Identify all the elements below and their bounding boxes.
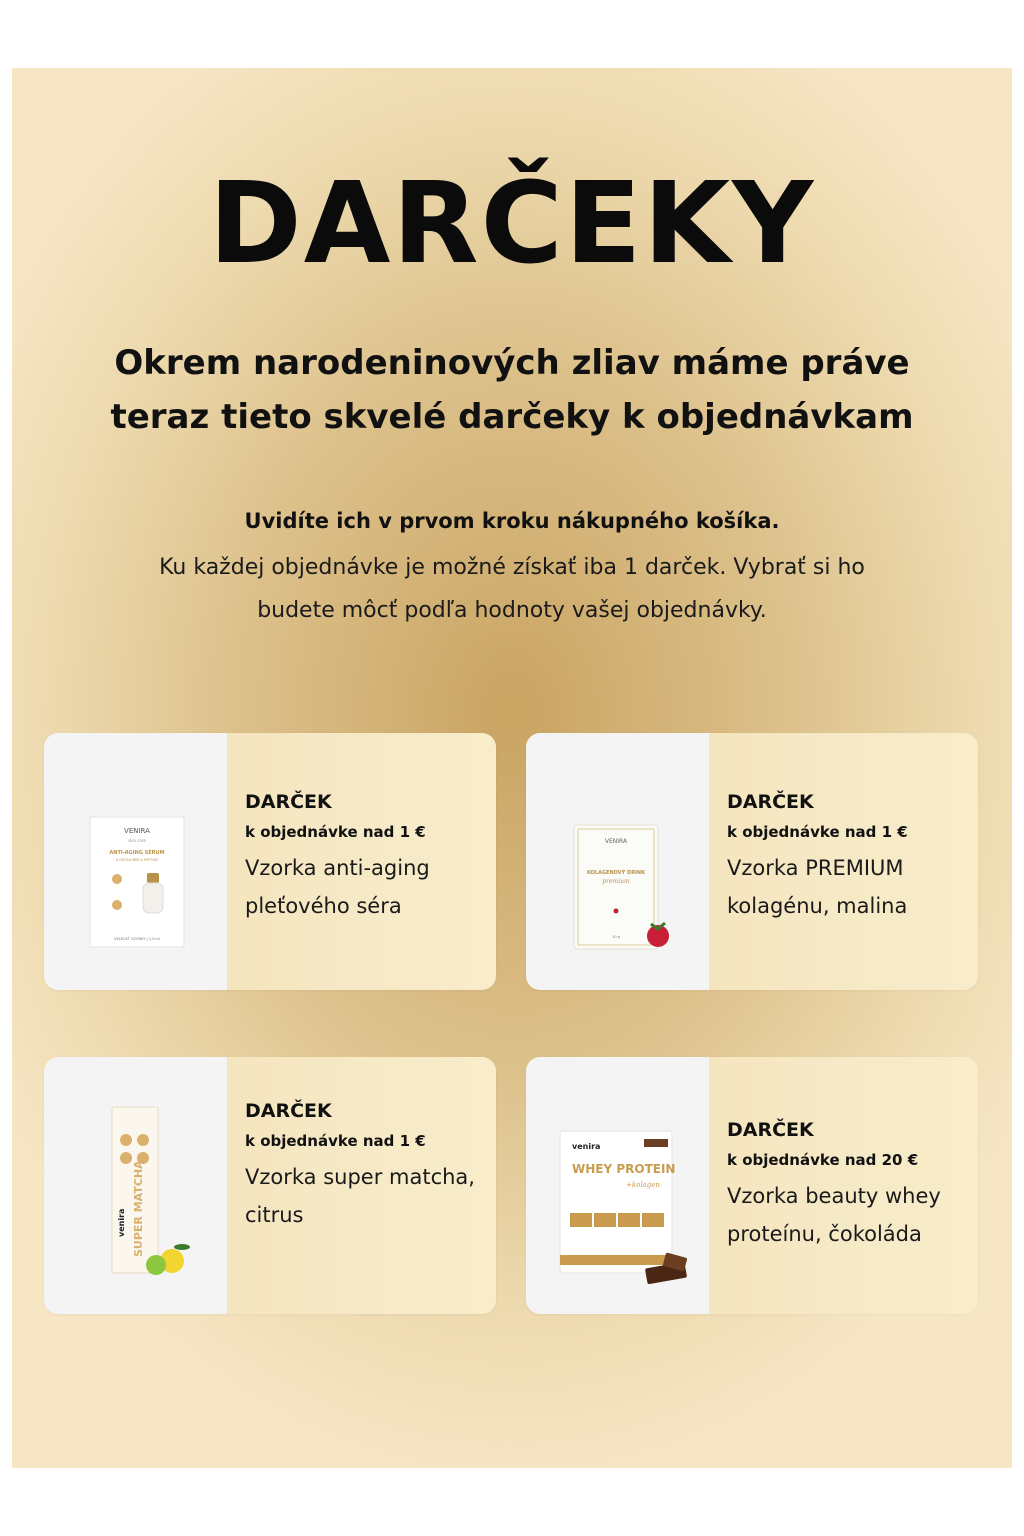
gift-card-collagen[interactable] (526, 733, 978, 990)
svg-text:ANTI-AGING SÉRUM: ANTI-AGING SÉRUM (109, 850, 165, 856)
gift-card-whey[interactable] (526, 1057, 978, 1314)
svg-text:VEĽKOSŤ VZORKY | 2,5 ml: VEĽKOSŤ VZORKY | 2,5 ml (114, 937, 160, 941)
svg-text:VENIRA: VENIRA (124, 827, 150, 835)
gift-card-serum[interactable] (44, 733, 496, 990)
gift-description: Vzorka beauty whey proteínu, čokoláda (727, 1184, 941, 1246)
gift-description: Vzorka anti-aging pleťového séra (245, 856, 430, 918)
whey-sample-image (526, 1057, 709, 1314)
gift-card-matcha[interactable] (44, 1057, 496, 1314)
svg-text:10 g: 10 g (612, 935, 620, 939)
cart-note-bold: Uvidíte ich v prvom kroku nákupného košíka. (244, 509, 780, 533)
svg-text:KOLAGENOVÝ DRINK: KOLAGENOVÝ DRINK (587, 870, 645, 876)
page-subtitle: Okrem narodeninových zliav máme práve teraz tieto skvelé darčeky k objednávkam (110, 343, 914, 437)
gift-label: DARČEK (727, 1119, 814, 1141)
gift-description: Vzorka super matcha, citrus (245, 1165, 475, 1227)
serum-sample-image (44, 733, 227, 990)
svg-text:venira: venira (572, 1142, 601, 1151)
gift-condition: k objednávke nad 1 € (727, 823, 908, 841)
page-title: DARČEKY (208, 159, 816, 289)
gift-condition: k objednávke nad 1 € (245, 823, 426, 841)
gift-label: DARČEK (245, 791, 332, 813)
gift-condition: k objednávke nad 1 € (245, 1132, 426, 1150)
matcha-sample-image (44, 1057, 227, 1314)
svg-text:venira: venira (117, 1208, 126, 1237)
gift-label: DARČEK (245, 1100, 332, 1122)
svg-text:WHEY PROTEIN: WHEY PROTEIN (572, 1162, 676, 1176)
svg-text:S OKYSLENÍM A PEPTIDY: S OKYSLENÍM A PEPTIDY (115, 858, 159, 862)
svg-text:skin care: skin care (128, 838, 146, 843)
collagen-sample-image (526, 733, 709, 990)
svg-text:VENIRA: VENIRA (604, 838, 628, 845)
svg-text:SUPER MATCHA: SUPER MATCHA (132, 1160, 145, 1257)
svg-text:premium: premium (602, 878, 630, 885)
gift-label: DARČEK (727, 791, 814, 813)
cart-note: Ku každej objednávke je možné získať iba 1 darček. Vybrať si ho budete môcť podľa hodnoty vašej objednávky. (159, 555, 865, 623)
gift-description: Vzorka PREMIUM kolagénu, malina (727, 856, 908, 918)
svg-text:+kolagen: +kolagen (626, 1181, 660, 1189)
gift-condition: k objednávke nad 20 € (727, 1151, 919, 1169)
